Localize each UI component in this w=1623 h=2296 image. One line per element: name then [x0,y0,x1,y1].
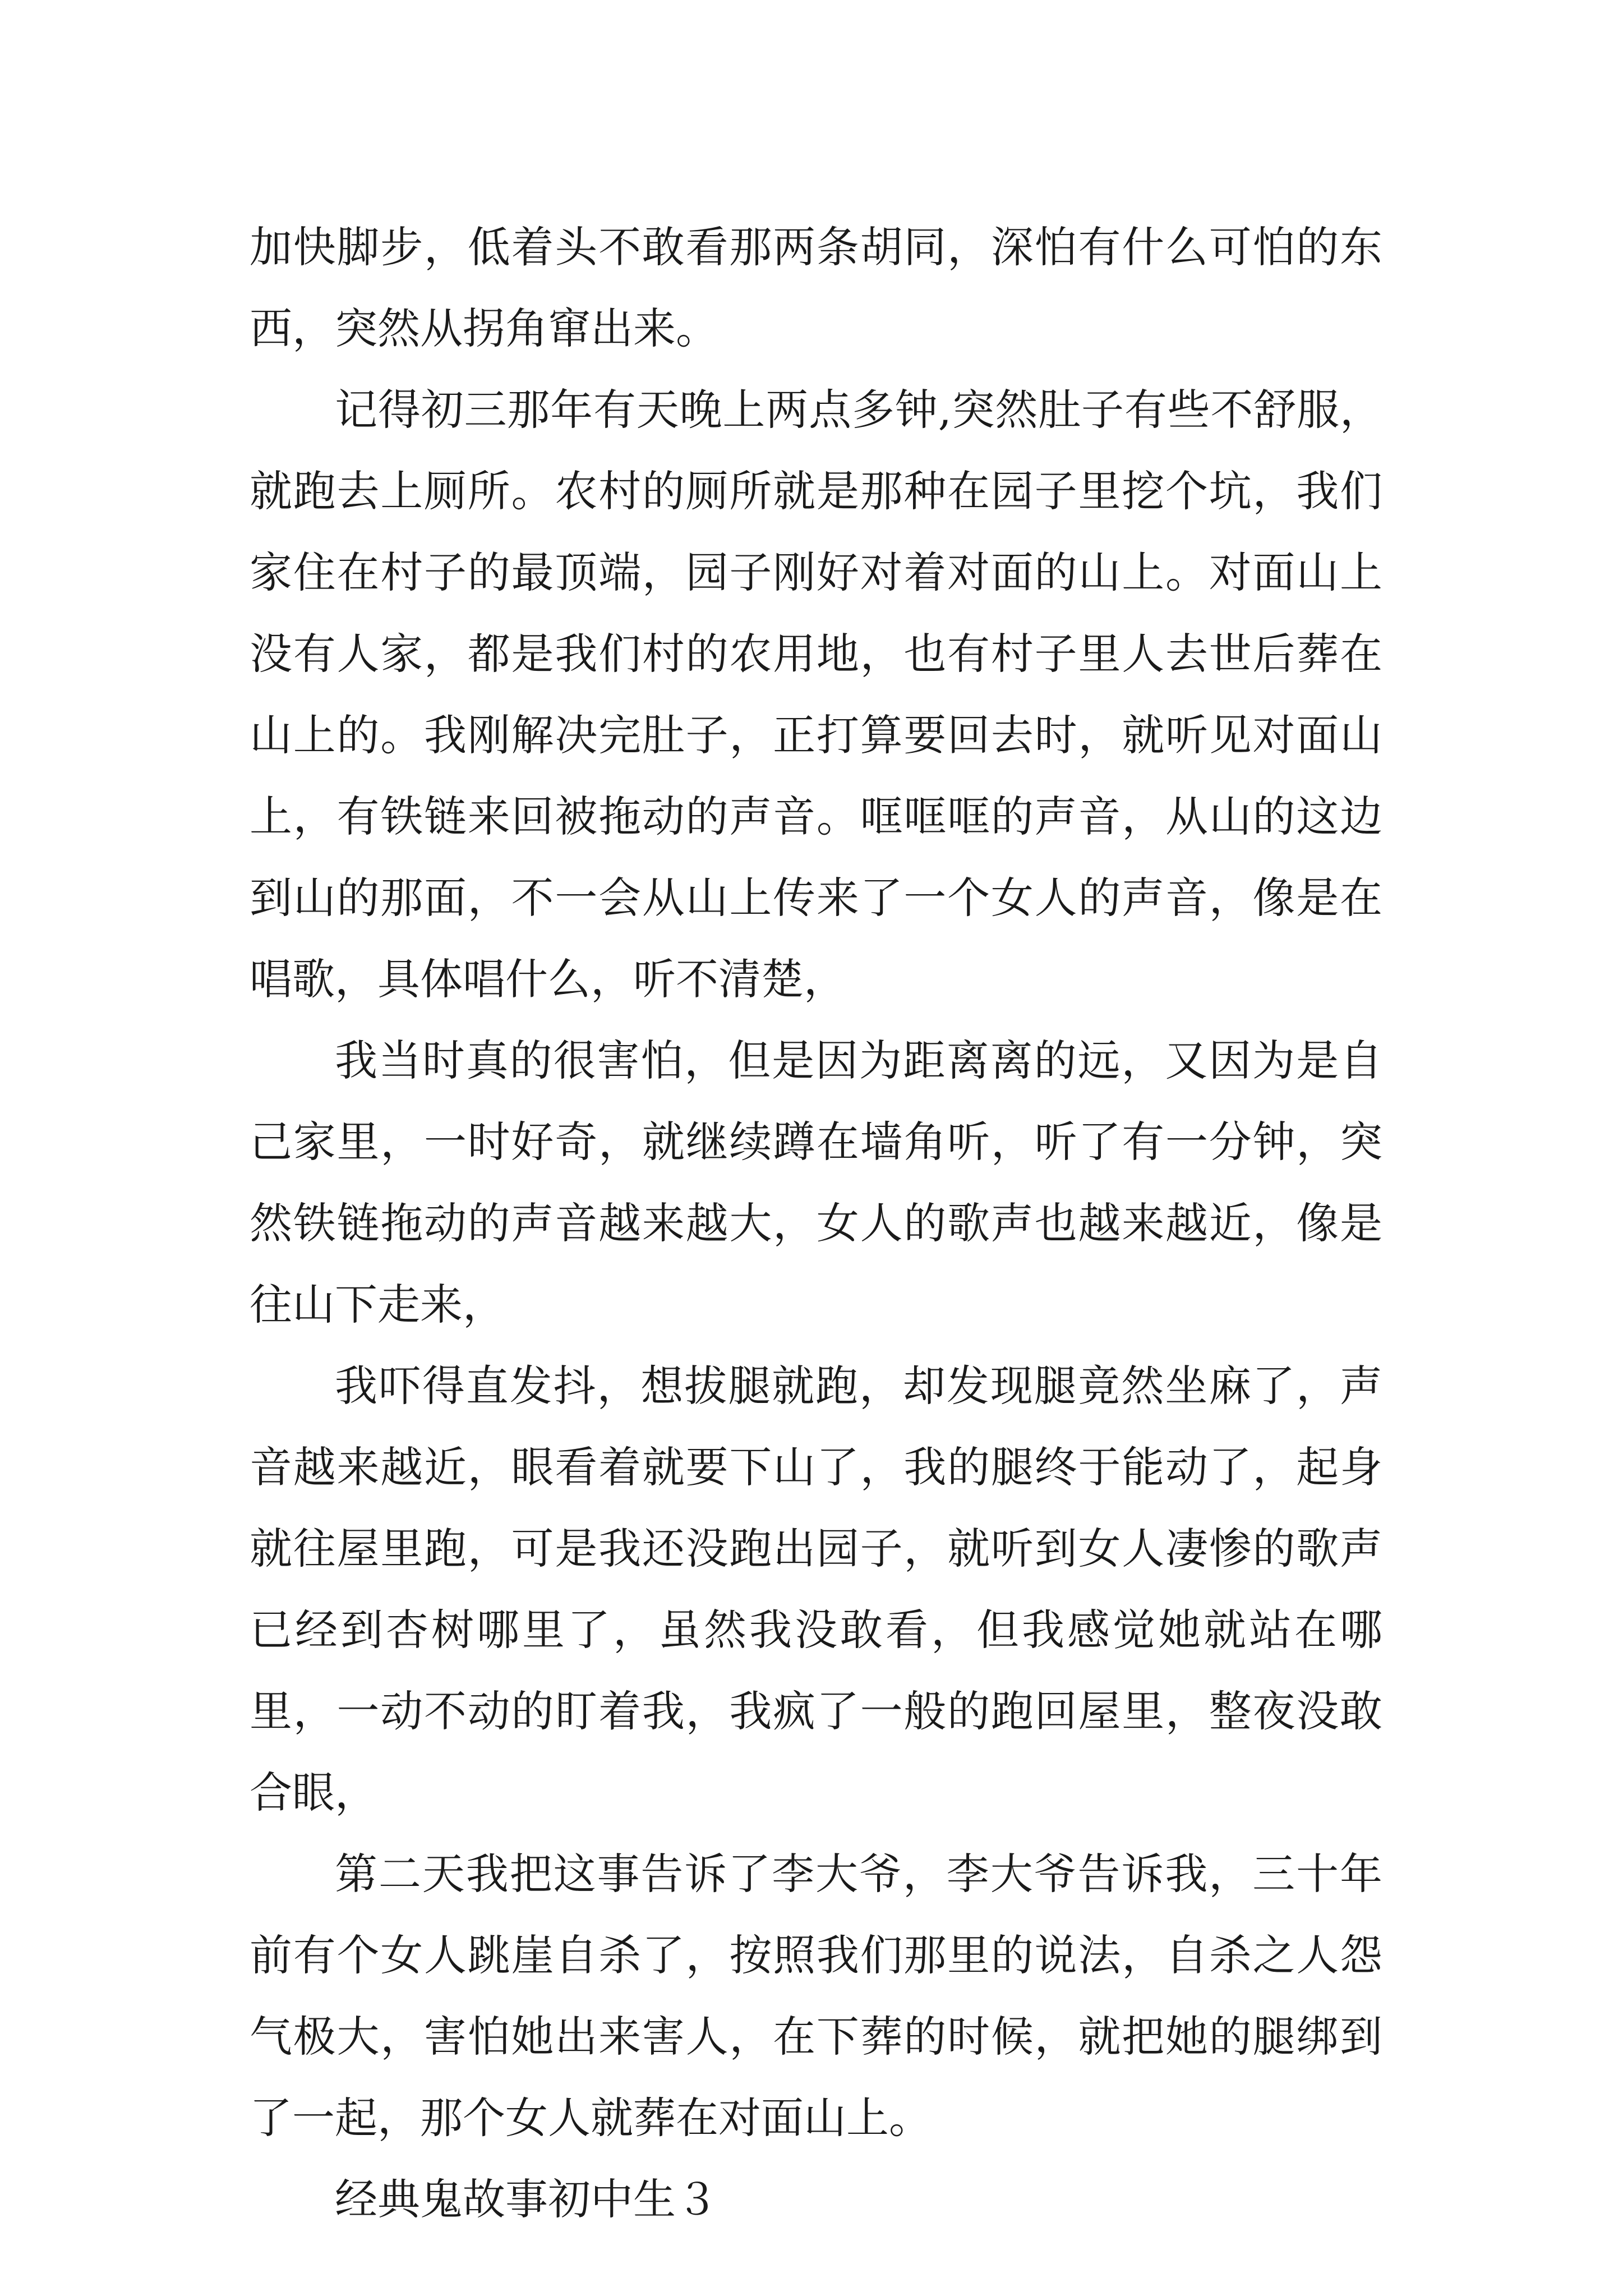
paragraph: 第二天我把这事告诉了李大爷，李大爷告诉我，三十年前有个女人跳崖自杀了，按照我们那里的说法，自杀之人怨气极大，害怕她出来害人，在下葬的时候，就把她的腿绑到了一起，那个女人就葬在对面山上。 [250,1849,1382,2143]
paragraph-continued: 加快脚步，低着头不敢看那两条胡同，深怕有什么可怕的东西，突然从拐角窜出来。 [250,222,1382,353]
paragraph: 记得初三那年有天晚上两点多钟,突然肚子有些不舒服，就跑去上厕所。农村的厕所就是那种在园子里挖个坑，我们家住在村子的最顶端，园子刚好对着对面的山上。对面山上没有人家，都是我们村的农用地，也有村子里人去世后葬在山上的。我刚解决完肚子，正打算要回去时，就听见对面山上，有铁链来回被拖动的声音。哐哐哐的声音，从山的这边到山的那面，不一会从山上传来了一个女人的声音，像是在唱歌，具体唱什么，听不清楚， [250,385,1382,1004]
section-heading: 经典鬼故事初中生３ [335,2174,718,2224]
paragraph: 我吓得直发抖，想拔腿就跑，却发现腿竟然坐麻了，声音越来越近，眼看着就要下山了，我的腿终于能动了，起身就往屋里跑，可是我还没跑出园子，就听到女人凄惨的歌声已经到杏树哪里了，虽然我没敢看，但我感觉她就站在哪里，一动不动的盯着我，我疯了一般的跑回屋里，整夜没敢合眼， [250,1361,1382,1818]
document-body [250,206,1382,2240]
paragraph: 我当时真的很害怕，但是因为距离离的远，又因为是自己家里，一时好奇，就继续蹲在墙角听，听了有一分钟，突然铁链拖动的声音越来越大，女人的歌声也越来越近，像是往山下走来， [250,1036,1382,1329]
